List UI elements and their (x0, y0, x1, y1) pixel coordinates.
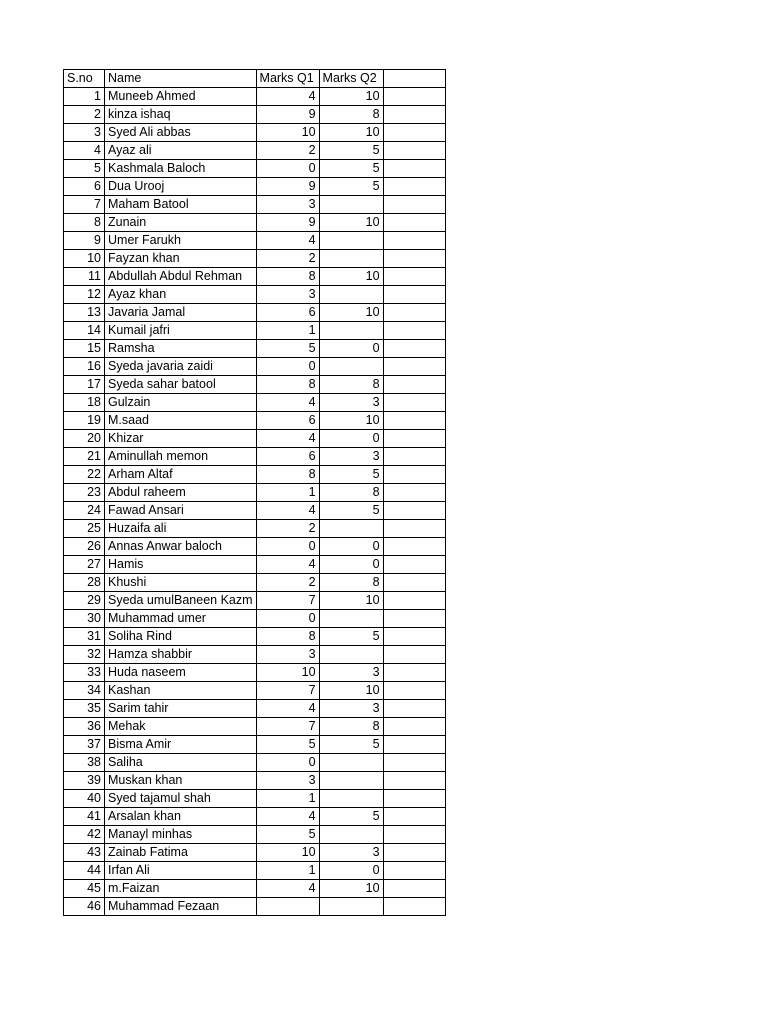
cell-name[interactable]: Abdul raheem (105, 484, 257, 502)
cell-sno[interactable]: 8 (64, 214, 105, 232)
table-row (64, 790, 446, 808)
table-row (64, 574, 446, 592)
cell-marks-q2[interactable] (319, 646, 383, 664)
cell-sno[interactable]: 21 (64, 448, 105, 466)
cell-name[interactable]: m.Faizan (105, 880, 257, 898)
cell-empty[interactable] (383, 484, 445, 502)
cell-marks-q2[interactable]: 8 (319, 574, 383, 592)
cell-marks-q1[interactable]: 3 (256, 286, 319, 304)
table-row (64, 628, 446, 646)
cell-marks-q2[interactable]: 10 (319, 412, 383, 430)
cell-marks-q1[interactable]: 6 (256, 412, 319, 430)
cell-marks-q2[interactable]: 10 (319, 592, 383, 610)
cell-sno[interactable]: 43 (64, 844, 105, 862)
cell-marks-q2[interactable] (319, 826, 383, 844)
cell-marks-q1[interactable]: 8 (256, 466, 319, 484)
cell-sno[interactable]: 31 (64, 628, 105, 646)
cell-marks-q1[interactable]: 8 (256, 268, 319, 286)
cell-marks-q1[interactable]: 2 (256, 142, 319, 160)
cell-empty[interactable] (383, 628, 445, 646)
cell-name[interactable]: Fayzan khan (105, 250, 257, 268)
cell-name[interactable]: Sarim tahir (105, 700, 257, 718)
cell-empty[interactable] (383, 502, 445, 520)
cell-sno[interactable]: 14 (64, 322, 105, 340)
cell-name[interactable]: Muneeb Ahmed (105, 88, 257, 106)
table-row (64, 484, 446, 502)
cell-name[interactable]: M.saad (105, 412, 257, 430)
cell-name[interactable]: Syeda javaria zaidi (105, 358, 257, 376)
table-row (64, 340, 446, 358)
cell-sno[interactable]: 7 (64, 196, 105, 214)
cell-empty[interactable] (383, 286, 445, 304)
cell-name[interactable]: Kashan (105, 682, 257, 700)
cell-marks-q2[interactable]: 10 (319, 214, 383, 232)
table-row (64, 106, 446, 124)
cell-empty[interactable] (383, 358, 445, 376)
cell-marks-q2[interactable] (319, 322, 383, 340)
cell-marks-q2[interactable] (319, 790, 383, 808)
cell-empty[interactable] (383, 538, 445, 556)
table-row (64, 646, 446, 664)
cell-sno[interactable]: 28 (64, 574, 105, 592)
cell-sno[interactable]: 25 (64, 520, 105, 538)
table-row (64, 178, 446, 196)
cell-marks-q1[interactable]: 3 (256, 772, 319, 790)
cell-marks-q1[interactable]: 0 (256, 754, 319, 772)
cell-marks-q2[interactable] (319, 772, 383, 790)
cell-sno[interactable]: 39 (64, 772, 105, 790)
cell-sno[interactable]: 22 (64, 466, 105, 484)
cell-name[interactable]: Hamza shabbir (105, 646, 257, 664)
cell-marks-q2[interactable] (319, 754, 383, 772)
cell-sno[interactable]: 15 (64, 340, 105, 358)
cell-empty[interactable] (383, 736, 445, 754)
header-marks-q1[interactable]: Marks Q1 (256, 70, 319, 88)
cell-marks-q2[interactable] (319, 232, 383, 250)
cell-empty[interactable] (383, 448, 445, 466)
cell-empty[interactable] (383, 790, 445, 808)
cell-empty[interactable] (383, 862, 445, 880)
cell-marks-q2[interactable] (319, 610, 383, 628)
cell-name[interactable]: Arham Altaf (105, 466, 257, 484)
cell-marks-q2[interactable]: 3 (319, 448, 383, 466)
cell-marks-q1[interactable]: 4 (256, 394, 319, 412)
cell-name[interactable]: Fawad Ansari (105, 502, 257, 520)
cell-marks-q2[interactable]: 10 (319, 304, 383, 322)
cell-name[interactable]: Javaria Jamal (105, 304, 257, 322)
cell-empty[interactable] (383, 772, 445, 790)
cell-marks-q2[interactable]: 0 (319, 862, 383, 880)
header-empty[interactable] (383, 70, 445, 88)
cell-sno[interactable]: 19 (64, 412, 105, 430)
cell-name[interactable]: Aminullah memon (105, 448, 257, 466)
cell-marks-q2[interactable] (319, 520, 383, 538)
cell-name[interactable]: Syed Ali abbas (105, 124, 257, 142)
cell-marks-q1[interactable]: 10 (256, 664, 319, 682)
table-row (64, 808, 446, 826)
cell-empty[interactable] (383, 124, 445, 142)
cell-marks-q1[interactable]: 7 (256, 718, 319, 736)
cell-empty[interactable] (383, 142, 445, 160)
table-row (64, 862, 446, 880)
table-row (64, 88, 446, 106)
table-row (64, 718, 446, 736)
table-row (64, 880, 446, 898)
cell-empty[interactable] (383, 160, 445, 178)
cell-empty[interactable] (383, 682, 445, 700)
cell-empty[interactable] (383, 106, 445, 124)
cell-marks-q2[interactable]: 0 (319, 340, 383, 358)
cell-name[interactable]: Zainab Fatima (105, 844, 257, 862)
cell-name[interactable]: Ramsha (105, 340, 257, 358)
table-row (64, 466, 446, 484)
table-row (64, 502, 446, 520)
cell-marks-q1[interactable]: 1 (256, 862, 319, 880)
cell-sno[interactable]: 34 (64, 682, 105, 700)
cell-empty[interactable] (383, 592, 445, 610)
table-row (64, 124, 446, 142)
table-body (64, 88, 446, 916)
cell-marks-q2[interactable]: 5 (319, 502, 383, 520)
cell-empty[interactable] (383, 214, 445, 232)
cell-empty[interactable] (383, 664, 445, 682)
cell-marks-q2[interactable]: 5 (319, 142, 383, 160)
cell-empty[interactable] (383, 844, 445, 862)
cell-empty[interactable] (383, 826, 445, 844)
cell-marks-q2[interactable]: 3 (319, 664, 383, 682)
cell-name[interactable]: Ayaz ali (105, 142, 257, 160)
cell-sno[interactable]: 32 (64, 646, 105, 664)
table-row (64, 754, 446, 772)
marks-table (63, 69, 446, 916)
cell-marks-q2[interactable]: 10 (319, 880, 383, 898)
cell-name[interactable]: Syed tajamul shah (105, 790, 257, 808)
cell-name[interactable]: Mehak (105, 718, 257, 736)
table-row (64, 844, 446, 862)
table-row (64, 196, 446, 214)
cell-sno[interactable]: 11 (64, 268, 105, 286)
cell-empty[interactable] (383, 574, 445, 592)
cell-sno[interactable]: 18 (64, 394, 105, 412)
cell-marks-q2[interactable] (319, 286, 383, 304)
cell-marks-q1[interactable]: 4 (256, 556, 319, 574)
header-name[interactable]: Name (105, 70, 257, 88)
cell-empty[interactable] (383, 196, 445, 214)
cell-empty[interactable] (383, 250, 445, 268)
cell-sno[interactable]: 30 (64, 610, 105, 628)
cell-empty[interactable] (383, 178, 445, 196)
cell-sno[interactable]: 37 (64, 736, 105, 754)
table-row (64, 214, 446, 232)
table-row (64, 898, 446, 916)
table-row (64, 664, 446, 682)
cell-marks-q2[interactable]: 0 (319, 538, 383, 556)
cell-marks-q2[interactable] (319, 196, 383, 214)
cell-sno[interactable]: 5 (64, 160, 105, 178)
cell-marks-q1[interactable]: 5 (256, 826, 319, 844)
cell-marks-q2[interactable]: 5 (319, 736, 383, 754)
cell-sno[interactable]: 27 (64, 556, 105, 574)
cell-marks-q1[interactable]: 4 (256, 88, 319, 106)
table-row (64, 430, 446, 448)
cell-sno[interactable]: 29 (64, 592, 105, 610)
table-row (64, 250, 446, 268)
cell-sno[interactable]: 23 (64, 484, 105, 502)
cell-name[interactable]: Muhammad umer (105, 610, 257, 628)
cell-marks-q1[interactable]: 4 (256, 808, 319, 826)
table-row (64, 304, 446, 322)
cell-marks-q2[interactable]: 8 (319, 484, 383, 502)
table-row (64, 160, 446, 178)
cell-marks-q1[interactable]: 7 (256, 592, 319, 610)
cell-marks-q2[interactable]: 10 (319, 682, 383, 700)
table-row (64, 142, 446, 160)
table-row (64, 322, 446, 340)
cell-marks-q1[interactable]: 9 (256, 214, 319, 232)
cell-name[interactable]: Maham Batool (105, 196, 257, 214)
cell-empty[interactable] (383, 898, 445, 916)
table-row (64, 520, 446, 538)
table-row (64, 736, 446, 754)
cell-marks-q1[interactable]: 6 (256, 304, 319, 322)
cell-name[interactable]: Gulzain (105, 394, 257, 412)
cell-marks-q1[interactable]: 4 (256, 232, 319, 250)
cell-marks-q2[interactable]: 0 (319, 430, 383, 448)
cell-marks-q2[interactable]: 5 (319, 628, 383, 646)
cell-marks-q1[interactable]: 0 (256, 358, 319, 376)
cell-sno[interactable]: 36 (64, 718, 105, 736)
cell-sno[interactable]: 46 (64, 898, 105, 916)
cell-marks-q1[interactable]: 9 (256, 178, 319, 196)
cell-marks-q1[interactable] (256, 898, 319, 916)
cell-marks-q2[interactable]: 8 (319, 106, 383, 124)
cell-empty[interactable] (383, 412, 445, 430)
cell-marks-q1[interactable]: 2 (256, 520, 319, 538)
cell-sno[interactable]: 16 (64, 358, 105, 376)
cell-sno[interactable]: 10 (64, 250, 105, 268)
cell-sno[interactable]: 44 (64, 862, 105, 880)
cell-name[interactable]: Umer Farukh (105, 232, 257, 250)
cell-marks-q1[interactable]: 4 (256, 880, 319, 898)
cell-name[interactable]: Syeda sahar batool (105, 376, 257, 394)
cell-sno[interactable]: 33 (64, 664, 105, 682)
cell-name[interactable]: Saliha (105, 754, 257, 772)
cell-name[interactable]: Huzaifa ali (105, 520, 257, 538)
cell-sno[interactable]: 13 (64, 304, 105, 322)
cell-marks-q1[interactable]: 3 (256, 196, 319, 214)
cell-sno[interactable]: 2 (64, 106, 105, 124)
cell-marks-q1[interactable]: 5 (256, 736, 319, 754)
cell-empty[interactable] (383, 88, 445, 106)
cell-sno[interactable]: 35 (64, 700, 105, 718)
cell-marks-q1[interactable]: 1 (256, 790, 319, 808)
cell-empty[interactable] (383, 304, 445, 322)
cell-marks-q2[interactable]: 0 (319, 556, 383, 574)
cell-empty[interactable] (383, 880, 445, 898)
cell-marks-q2[interactable]: 10 (319, 268, 383, 286)
cell-marks-q1[interactable]: 4 (256, 430, 319, 448)
cell-sno[interactable]: 17 (64, 376, 105, 394)
cell-sno[interactable]: 24 (64, 502, 105, 520)
cell-empty[interactable] (383, 646, 445, 664)
table-row (64, 826, 446, 844)
cell-marks-q1[interactable]: 0 (256, 160, 319, 178)
cell-empty[interactable] (383, 232, 445, 250)
header-marks-q2[interactable]: Marks Q2 (319, 70, 383, 88)
cell-sno[interactable]: 1 (64, 88, 105, 106)
cell-name[interactable]: kinza ishaq (105, 106, 257, 124)
table-row (64, 772, 446, 790)
cell-name[interactable]: Kashmala Baloch (105, 160, 257, 178)
cell-marks-q1[interactable]: 5 (256, 340, 319, 358)
cell-sno[interactable]: 9 (64, 232, 105, 250)
cell-marks-q2[interactable] (319, 898, 383, 916)
cell-name[interactable]: Ayaz khan (105, 286, 257, 304)
header-row (64, 70, 446, 88)
cell-marks-q2[interactable]: 3 (319, 394, 383, 412)
table-row (64, 538, 446, 556)
cell-marks-q2[interactable]: 10 (319, 124, 383, 142)
cell-marks-q2[interactable] (319, 250, 383, 268)
header-sno[interactable]: S.no (64, 70, 105, 88)
table-row (64, 268, 446, 286)
cell-sno[interactable]: 3 (64, 124, 105, 142)
cell-empty[interactable] (383, 376, 445, 394)
cell-sno[interactable]: 45 (64, 880, 105, 898)
cell-sno[interactable]: 42 (64, 826, 105, 844)
cell-empty[interactable] (383, 808, 445, 826)
cell-sno[interactable]: 38 (64, 754, 105, 772)
cell-marks-q1[interactable]: 3 (256, 646, 319, 664)
cell-marks-q2[interactable] (319, 358, 383, 376)
cell-marks-q1[interactable]: 8 (256, 628, 319, 646)
cell-empty[interactable] (383, 430, 445, 448)
table-row (64, 286, 446, 304)
table-row (64, 682, 446, 700)
table-row (64, 232, 446, 250)
cell-name[interactable]: Bisma Amir (105, 736, 257, 754)
cell-marks-q1[interactable]: 10 (256, 124, 319, 142)
cell-marks-q2[interactable]: 5 (319, 178, 383, 196)
cell-marks-q1[interactable]: 2 (256, 250, 319, 268)
cell-marks-q1[interactable]: 0 (256, 538, 319, 556)
cell-marks-q2[interactable]: 3 (319, 700, 383, 718)
cell-empty[interactable] (383, 556, 445, 574)
cell-name[interactable]: Arsalan khan (105, 808, 257, 826)
cell-marks-q1[interactable]: 1 (256, 484, 319, 502)
cell-marks-q2[interactable]: 5 (319, 466, 383, 484)
cell-sno[interactable]: 12 (64, 286, 105, 304)
cell-name[interactable]: Zunain (105, 214, 257, 232)
cell-marks-q2[interactable]: 8 (319, 718, 383, 736)
table-row (64, 412, 446, 430)
cell-marks-q1[interactable]: 0 (256, 610, 319, 628)
cell-marks-q1[interactable]: 8 (256, 376, 319, 394)
cell-marks-q2[interactable]: 3 (319, 844, 383, 862)
cell-marks-q1[interactable]: 6 (256, 448, 319, 466)
cell-name[interactable]: Muskan khan (105, 772, 257, 790)
cell-name[interactable]: Dua Urooj (105, 178, 257, 196)
table-row (64, 448, 446, 466)
table-row (64, 592, 446, 610)
cell-name[interactable]: Khushi (105, 574, 257, 592)
cell-name[interactable]: Huda naseem (105, 664, 257, 682)
table-row (64, 394, 446, 412)
cell-name[interactable]: Khizar (105, 430, 257, 448)
cell-empty[interactable] (383, 322, 445, 340)
cell-sno[interactable]: 6 (64, 178, 105, 196)
cell-empty[interactable] (383, 718, 445, 736)
cell-marks-q1[interactable]: 10 (256, 844, 319, 862)
cell-marks-q2[interactable]: 5 (319, 160, 383, 178)
cell-marks-q2[interactable]: 8 (319, 376, 383, 394)
cell-name[interactable]: Syeda umulBaneen Kazm (105, 592, 257, 610)
cell-name[interactable]: Annas Anwar baloch (105, 538, 257, 556)
cell-name[interactable]: Hamis (105, 556, 257, 574)
cell-name[interactable]: Manayl minhas (105, 826, 257, 844)
cell-name[interactable]: Kumail jafri (105, 322, 257, 340)
cell-empty[interactable] (383, 394, 445, 412)
cell-sno[interactable]: 41 (64, 808, 105, 826)
cell-empty[interactable] (383, 466, 445, 484)
table-row (64, 610, 446, 628)
table-row (64, 556, 446, 574)
cell-sno[interactable]: 20 (64, 430, 105, 448)
cell-marks-q1[interactable]: 4 (256, 700, 319, 718)
cell-empty[interactable] (383, 268, 445, 286)
table-row (64, 700, 446, 718)
table-row (64, 358, 446, 376)
cell-name[interactable]: Muhammad Fezaan (105, 898, 257, 916)
cell-sno[interactable]: 4 (64, 142, 105, 160)
cell-empty[interactable] (383, 700, 445, 718)
cell-name[interactable]: Abdullah Abdul Rehman (105, 268, 257, 286)
cell-name[interactable]: Irfan Ali (105, 862, 257, 880)
cell-sno[interactable]: 40 (64, 790, 105, 808)
cell-empty[interactable] (383, 520, 445, 538)
cell-sno[interactable]: 26 (64, 538, 105, 556)
cell-empty[interactable] (383, 754, 445, 772)
cell-marks-q2[interactable]: 10 (319, 88, 383, 106)
cell-marks-q2[interactable]: 5 (319, 808, 383, 826)
cell-marks-q1[interactable]: 9 (256, 106, 319, 124)
cell-marks-q1[interactable]: 2 (256, 574, 319, 592)
cell-empty[interactable] (383, 340, 445, 358)
cell-marks-q1[interactable]: 7 (256, 682, 319, 700)
cell-marks-q1[interactable]: 1 (256, 322, 319, 340)
cell-marks-q1[interactable]: 4 (256, 502, 319, 520)
cell-name[interactable]: Soliha Rind (105, 628, 257, 646)
cell-empty[interactable] (383, 610, 445, 628)
table-row (64, 376, 446, 394)
